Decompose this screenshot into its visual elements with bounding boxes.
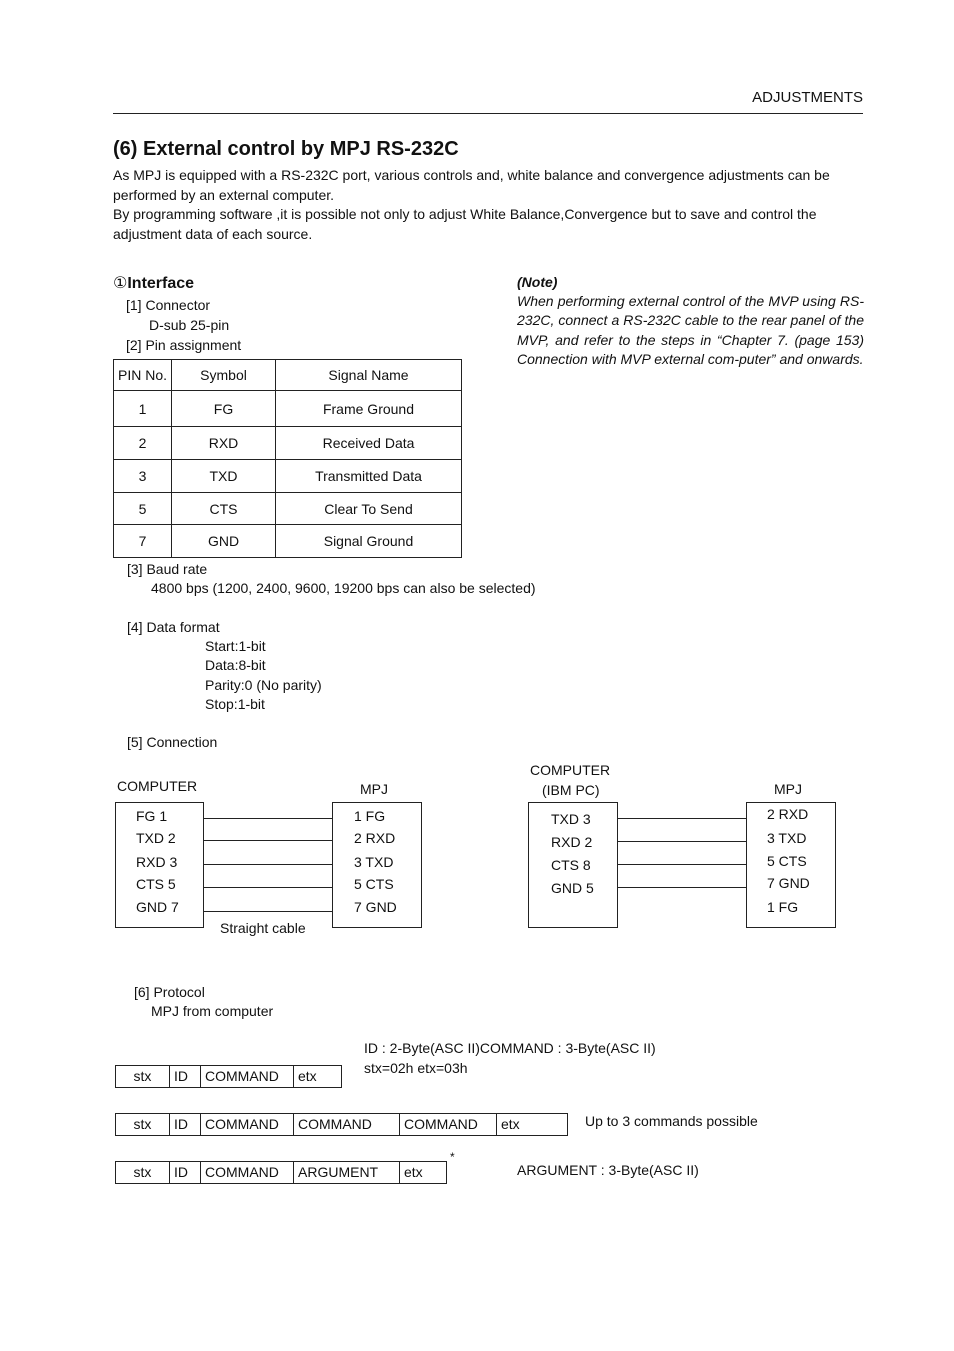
connector-pin: 3 TXD xyxy=(354,854,394,870)
connector-pin: 2 RXD xyxy=(354,830,396,846)
intro-paragraph-1: As MPJ is equipped with a RS-232C port, various controls and, white balance and convergence adjustments can be performed by an external computer. xyxy=(113,167,830,203)
wire-line xyxy=(203,887,332,888)
frame-field: COMMAND xyxy=(201,1066,294,1087)
connector-pin: RXD 3 xyxy=(136,854,178,870)
connector-pin: CTS 5 xyxy=(136,876,176,892)
table-row xyxy=(114,460,462,493)
pin-number: 2 xyxy=(114,427,172,460)
table-row xyxy=(114,525,462,558)
frame-field: stx xyxy=(116,1162,170,1183)
protocol-frame-multi xyxy=(115,1113,568,1136)
table-row xyxy=(114,427,462,460)
table-row xyxy=(114,391,462,427)
intro-paragraph-2: By programming software ,it is possible not only to adjust White Balance,Convergence but to save and control the adjustment data of each source. xyxy=(113,206,817,242)
signal-name: Signal Ground xyxy=(276,525,462,558)
interface-title: Interface xyxy=(127,275,195,292)
table-header-row xyxy=(114,360,462,391)
connector-pin: 1 FG xyxy=(354,808,386,824)
column-header: PIN No. xyxy=(114,360,172,391)
wire-line xyxy=(203,818,332,819)
column-header: Symbol xyxy=(172,360,276,391)
connection-label: [5] Connection xyxy=(127,734,218,750)
left-mpj-label: MPJ xyxy=(360,781,388,797)
frame-multi-note: Up to 3 commands possible xyxy=(585,1113,758,1129)
frame-field: COMMAND xyxy=(201,1114,294,1135)
frame-field: ID xyxy=(170,1114,201,1135)
frame-field: etx xyxy=(404,1164,423,1180)
baud-rate-value: 4800 bps (1200, 2400, 9600, 19200 bps can also be selected) xyxy=(151,580,536,596)
asterisk-mark: * xyxy=(450,1150,455,1164)
pin-number: 1 xyxy=(114,391,172,427)
pin-number: 5 xyxy=(114,493,172,525)
protocol-frame-argument xyxy=(115,1161,447,1184)
signal-name: Received Data xyxy=(276,427,462,460)
right-computer-sublabel: (IBM PC) xyxy=(542,782,600,798)
frame-field: etx xyxy=(298,1068,317,1084)
wire-line xyxy=(617,818,746,819)
interface-heading xyxy=(113,273,194,293)
right-mpj-label: MPJ xyxy=(774,781,802,797)
protocol-desc-1: ID : 2-Byte(ASC II)COMMAND : 3-Byte(ASC II) xyxy=(364,1040,656,1056)
cable-label: Straight cable xyxy=(220,920,306,936)
frame-field: ID xyxy=(170,1162,201,1183)
table-row xyxy=(114,493,462,525)
data-format-data: Data:8-bit xyxy=(205,657,266,673)
protocol-label: [6] Protocol xyxy=(134,984,205,1000)
page-title: (6) External control by MPJ RS-232C xyxy=(113,138,459,160)
data-format-label: [4] Data format xyxy=(127,619,220,635)
pin-symbol: RXD xyxy=(172,427,276,460)
connector-pin: 5 CTS xyxy=(354,876,394,892)
frame-field: etx xyxy=(501,1116,520,1132)
connector-label: [1] Connector xyxy=(126,297,211,313)
section-label: ADJUSTMENTS xyxy=(752,89,863,106)
connector-pin: 3 TXD xyxy=(767,830,807,846)
connector-pin: 5 CTS xyxy=(767,853,807,869)
data-format-stop: Stop:1-bit xyxy=(205,696,265,712)
connector-pin: RXD 2 xyxy=(551,834,593,850)
column-header: Signal Name xyxy=(276,360,462,391)
connector-pin: GND 5 xyxy=(551,880,594,896)
pin-assignment-table xyxy=(113,359,462,558)
connector-pin: 2 RXD xyxy=(767,806,809,822)
circled-number-marker: ① xyxy=(113,275,128,292)
connector-pin: 7 GND xyxy=(767,875,810,891)
intro-text xyxy=(113,166,865,244)
data-format-parity: Parity:0 (No parity) xyxy=(205,677,322,693)
pin-symbol: GND xyxy=(172,525,276,558)
frame-field: ID xyxy=(170,1066,201,1087)
pin-number: 7 xyxy=(114,525,172,558)
connector-pin: TXD 3 xyxy=(551,811,591,827)
frame-field: COMMAND xyxy=(294,1114,400,1135)
frame-field: COMMAND xyxy=(201,1162,294,1183)
pin-number: 3 xyxy=(114,460,172,493)
note-title: (Note) xyxy=(517,274,558,290)
connector-value: D-sub 25-pin xyxy=(149,317,230,333)
wire-line xyxy=(203,840,332,841)
note-box xyxy=(517,273,864,369)
baud-rate-label: [3] Baud rate xyxy=(127,561,208,577)
signal-name: Transmitted Data xyxy=(276,460,462,493)
right-computer-label: COMPUTER xyxy=(530,762,611,778)
signal-name: Frame Ground xyxy=(276,391,462,427)
pin-assignment-label: [2] Pin assignment xyxy=(126,337,242,353)
connector-pin: CTS 8 xyxy=(551,857,591,873)
wire-line xyxy=(617,864,746,865)
connector-pin: GND 7 xyxy=(136,899,179,915)
connector-pin: 1 FG xyxy=(767,899,799,915)
protocol-frame-basic xyxy=(115,1065,342,1088)
wire-line xyxy=(617,841,746,842)
frame-field: stx xyxy=(116,1066,170,1087)
pin-symbol: FG xyxy=(172,391,276,427)
pin-symbol: TXD xyxy=(172,460,276,493)
pin-symbol: CTS xyxy=(172,493,276,525)
connector-pin: FG 1 xyxy=(136,808,168,824)
protocol-sub: MPJ from computer xyxy=(151,1003,274,1019)
wire-line xyxy=(203,864,332,865)
wire-line xyxy=(203,911,332,912)
frame-field: COMMAND xyxy=(400,1114,497,1135)
connector-pin: 7 GND xyxy=(354,899,397,915)
frame-argument-note: ARGUMENT : 3-Byte(ASC II) xyxy=(517,1162,699,1178)
signal-name: Clear To Send xyxy=(276,493,462,525)
note-text: When performing external control of the MVP using RS-232C, connect a RS-232C cable to the rear panel of the MVP, and refer to the steps in “Chapter 7. (page 153) Connection with MVP external com-puter” and onwards. xyxy=(517,293,864,367)
left-computer-label: COMPUTER xyxy=(117,778,198,794)
frame-field: ARGUMENT xyxy=(294,1162,400,1183)
data-format-start: Start:1-bit xyxy=(205,638,266,654)
connector-pin: TXD 2 xyxy=(136,830,176,846)
protocol-desc-2: stx=02h etx=03h xyxy=(364,1060,468,1076)
wire-line xyxy=(617,887,746,888)
header-rule xyxy=(113,113,863,114)
frame-field: stx xyxy=(116,1114,170,1135)
